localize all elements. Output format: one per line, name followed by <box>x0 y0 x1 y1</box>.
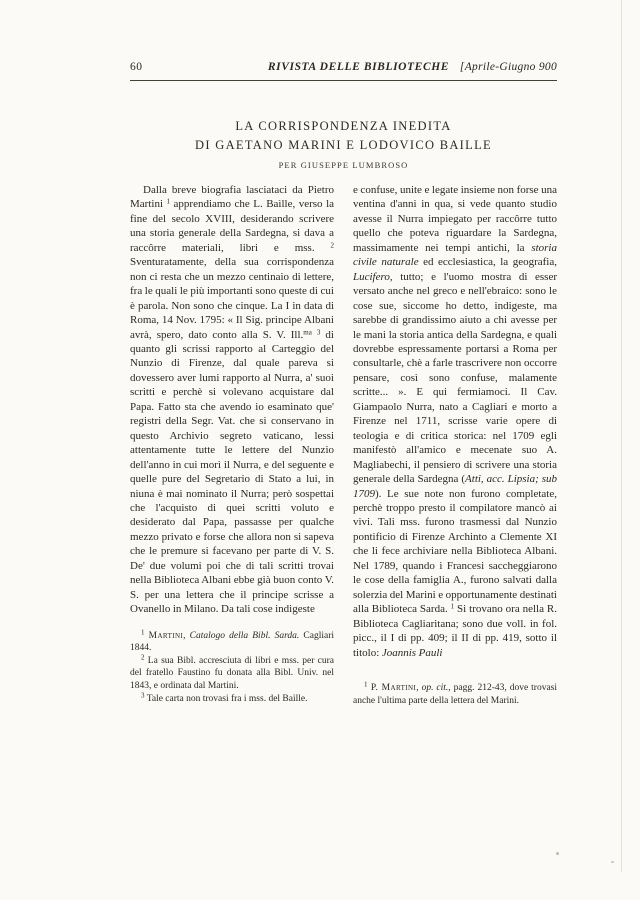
journal-title: RIVISTA DELLE BIBLIOTECHE <box>267 61 450 73</box>
left-column-body: Dalla breve biografia lasciataci da Pietro Martini $^1$ apprendiamo che L. Baìlle, verso la fine del secolo XVIII, desiderando scrivere una storia generale della Sardegna, si dava a raccôrre materiali, libri e mss. $^2$ Sventuratamente, della sua corrispondenza non ci resta che un mezzo centinaio di lettere, fra le quali le più importanti sono queste di cui è parola. Non sono che cinque. La I in data di Roma, 14 Nov. 1795: « Il Sig. principe Albani avrà, spero, dato conto alla S. V. Ill.$^{ma}$ $^3$ di quanto gli scrissi rapporto al Carteggio del Nunzio di Firenze, dal quale pareva si dovessero aver lumi rapporto al Nurra, a' suoi scritti e perchè si volevano acquistare dal Papa. Fatto sta che avendo io esaminato que' registri della Segr. Vat. che si conservano in questo Archivio segreto vaticano, lessi attentamente tutte le lettere del Nunzio dell'anno in cui morì il Nurra, e del seguente e quelle pure del Segretario di Stato a lui, in niuna è mai nominato il Nurra; però sospettai che l'acquisto di quei scritti voluto e desiderato dal Papa, passasse per qualche mezzo privato e forse che allora non si sapeva che le premure si facevano per parte di V. S. De' due volumi poi che di tali scritti trovai nella Biblioteca Albani ebbe già buon conto V. S. per una lettera che il principe scrisse a Ovanello in Milano. Da tali cose indigeste <box>130 184 335 616</box>
running-head <box>130 61 557 73</box>
left-column-footnotes <box>130 630 334 706</box>
left-column <box>130 183 334 705</box>
article-title-line2: DI GAETANO MARINI E LODOVICO BAILLE <box>195 138 492 152</box>
footnote: $^1$ P. Martini, op. cit., pagg. 212-43, dove trovasi anche l'ultima parte della lettera del Marini. <box>353 680 558 706</box>
article-byline: PER GIUSEPPE LUMBROSO <box>278 160 409 170</box>
header-rule <box>130 80 557 81</box>
footnote: $^3$ Tale carta non trovasi fra i mss. del Baìlle. <box>141 691 308 704</box>
article-title-line1: LA CORRISPONDENZA INEDITA <box>235 119 452 133</box>
scan-speck <box>611 861 614 863</box>
scan-speck <box>556 852 559 855</box>
footnote: $^2$ La sua Bibl. accresciuta di libri e mss. per cura del fratello Faustino fu donata alla Bibl. Univ. nel 1843, e ordinata dal Martini. <box>130 653 334 691</box>
issue-label: [Aprile-Giugno 900 <box>459 61 557 73</box>
footnote: $^1$ Martini, Catalogo della Bibl. Sarda. Cagliari 1844. <box>130 628 335 654</box>
right-column <box>353 183 557 707</box>
page-number: 60 <box>130 61 143 73</box>
running-head-right <box>268 61 557 73</box>
right-column-body: e confuse, unite e legate insieme non forse una ventina d'anni in qua, si vede quanto studio avesse il Nurra impiegato per raccôrre tutto quello che poteva riguardare la Sardegna, massimamente nei tempi antichi, la storia civile naturale ed ecclesiastica, la geografia, Lucifero, tutto; e l'uomo mostra di esser versato anche nel greco e nell'ebraico: sono le cose sue, siccome ho detto, indigeste, ma sarebbe di grandissimo aiuto a chi avesse per le mani la storia antica della Sardegna, e quali dovrebbe espressamente portarsi a Roma per consultarle, chè a farle trascrivere non occorre pensare, così sono confuse, malamente scritte... ». E qui fermiamoci. Il Cav. Giampaolo Nurra, nato a Cagliari e morto a Firenze nel 1711, scrisse varie opere di teologia e di critica storica: nel 1709 egli manifestò all'amico e mecenate suo A. Magliabechi, il pensiero di scrivere una storia generale della Sardegna (Atti, acc. Lipsia; sub 1709). Le sue note non furono completate, perchè troppo presto il compilatore mancò ai vivi. Tali mss. furono trasmessi dal Nunzio pontificio di Firenze Archinto a Clemente XI che li fece archiviare nella Biblioteca Albani. Nel 1789, quando i Francesi saccheggiarono le cose della famiglia A., furono salvati dalla solerzia del Marini e opportunamente destinati alla Biblioteca Sarda. $^1$ Si trovano ora nella R. Biblioteca Cagliaritana; sono due voll. in fol. picc., il I di pp. 409; il II di pp. 419, sotto il titolo: Joannis Pauli <box>353 184 558 659</box>
article-title-block <box>130 117 557 170</box>
right-column-footnotes <box>353 682 557 707</box>
scan-edge-line <box>621 0 622 872</box>
